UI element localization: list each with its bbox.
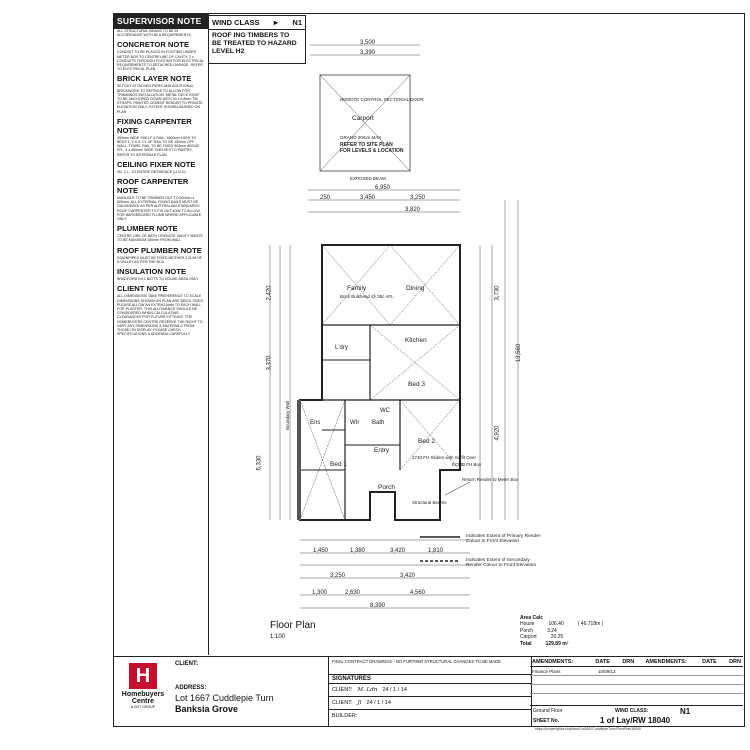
area-row-label: Total <box>520 640 532 647</box>
roof-plumber-note-text: DOWNPIPES MUST BE FIXED NEITHER 1.2L/M OF A VALLEY AS PER THE BCA <box>117 255 203 264</box>
area-squares: ( 46.718m ) <box>577 621 604 627</box>
boundary-wall-hatch <box>297 400 301 520</box>
wind-note-line3: LEVEL H2 <box>212 48 245 55</box>
client-label: CLIENT: <box>175 661 198 667</box>
area-row-label: Carport <box>520 634 537 640</box>
title-block <box>113 656 743 726</box>
address-label: ADDRESS: <box>175 685 207 691</box>
floor-plan-scale: 1:100 <box>270 634 286 640</box>
ceiling-fixer-note-title: CEILING FIXER NOTE <box>117 159 196 169</box>
levels-note: FOR LEVELS & LOCATION <box>340 148 404 154</box>
wc-label: WC <box>380 408 390 414</box>
wind-class-label: WIND CLASS <box>212 18 260 27</box>
dim-label: 1,300 <box>312 590 328 596</box>
laundry-label: L'dry <box>335 345 348 351</box>
remote-door-note: REMOTE CONTROL SECTIONAL DOOR <box>340 97 424 102</box>
client-note-title: CLIENT NOTE <box>117 284 168 294</box>
dim-label: 4,920 <box>494 425 501 441</box>
sheet-no-label: SHEET No. <box>533 718 560 724</box>
sig-date2: 24 / 1 / 14 <box>366 700 391 706</box>
amend-row: Finance Plans <box>532 668 561 674</box>
wind-note-line2: BE TREATED TO HAZARD <box>212 40 297 47</box>
roof-carpenter-note-text: MANHOLE TO BE TRIMMED OUT TO 500mm x 600mm. ALL EXTERNAL FIXING NAILS MUST BE GALVANIZED AS PER AUSTRALIAN STANDARDS. ROOF CARPENTER TO FIX OUT 400# TO ALLOW FOR BARGEBOARD FLUME WHERE APPLICABLE ONLY <box>117 196 202 222</box>
dim-label: 2,420 <box>266 285 273 301</box>
concretor-note-text: CONDUIT TO BE PLACED IN FOOTING UNDER METER BOX TO CENTRELINE OF CAVITY. 2 x CONDUITS THROUGH FOOTING FOR ELECTRICAL REQUIREMENTS TO DETACHED GARAGE, REFER TO ELECTRICAL PLAN <box>117 50 204 72</box>
footer-url: https://propertyfiles.hb/plans/Lot1667CuddlepieTurn/FloorPlan18040 <box>535 727 641 731</box>
client2-label: CLIENT: <box>332 700 353 706</box>
dim-label: 1,450 <box>313 548 329 554</box>
dim-label: 2,630 <box>345 590 361 596</box>
primary-render-note: Indicates Extent of Primary Render Colour to Front Elevation <box>466 534 541 544</box>
client-note-text: ALL DIMENSIONS TAKE PREFERENCE TO SCALE. DIMENSIONS SHOWN ON PLAN ARE BRICK SIZES. PLEASE ALLOW AN EXTRA 10mm TO EACH WALL FOR PLASTER. THIS ALLOWANCE SHOULD BE CONSIDERED WHEN CALCULATING CLEARANCES FOR FUTURE FITTINGS. THE HOMEBUYERS CENTRE RESERVE THE RIGHT TO VARY ANY DIMENSIONS & MATERIALS FROM THOSE ON DISPLAY. PLEASE CHECK SPECIFICATIONS & ADDENDA CAREFULLY <box>117 294 204 337</box>
final-contract-note: FINAL CONTRACT DRAWINGS - NO FURTHER STRUCTURAL CHANGES TO BE MADE <box>329 657 531 675</box>
meter-box-note: ECMB FH Box <box>452 462 482 467</box>
secondary-render-note: Indicates Extent of Secondary Render Colour to Front Elevation <box>466 558 537 568</box>
return-render-note: Return Render to Meter Box <box>462 477 519 482</box>
insulation-note-title: INSULATION NOTE <box>117 267 187 277</box>
ceiling-fixer-note-text: 3N. C.L. TO ENTIRE RESIDENCE (U.N.O) <box>117 169 186 174</box>
brick-layer-note-text: SETOUT ATTACHED PIERS AND ADDITIONAL BRICKWORK TO REFRIGE TO ALLOW FOR TRIMMINGS INSTALLATION. METAL DECK ROOF TO BE ANCHORED DOWN WITH 30 x 0.8mm TIE STRAPS. PAINTED CEMENT RENDER TO PRIVATE ELEVATION ONLY. EXTENT SHOWN DASHED ON PLAN <box>117 84 203 114</box>
plumber-note-title: PLUMBER NOTE <box>117 224 178 234</box>
ensuite-label: Ens <box>310 420 321 426</box>
insulation-note-text: BRADFORD R4.1 BATTS TO HOUSE AREA ONLY <box>117 277 199 282</box>
amend-header: AMENDMENTS: <box>532 658 574 665</box>
dim-label: 1,810 <box>428 548 444 554</box>
area-row-value: 20.25 <box>550 634 564 640</box>
amend-date: 10/09/13 <box>598 668 616 674</box>
signature-2: Jl <box>357 700 362 706</box>
entry-label: Entry <box>374 447 390 454</box>
dim-label: 3,730 <box>494 285 501 301</box>
dim-label: 3,250 <box>410 195 426 201</box>
sheet-number: 1 of Lay/RW 18040 <box>600 716 671 725</box>
bath-label: Bath <box>372 420 385 426</box>
amend-header-2: AMENDMENTS: <box>645 658 687 665</box>
dim-label: 3,390 <box>360 50 376 56</box>
client1-label: CLIENT: <box>332 687 353 693</box>
amend-col-date-2: DATE <box>702 658 717 665</box>
supervisor-intro: ALL STRUCTURAL BEAMS TO BE IN ACCORDANCE WITH BCA REQUIREMENTS <box>117 29 191 38</box>
signature-block <box>328 657 532 726</box>
bed2-label: Bed 2 <box>418 438 435 445</box>
amendments-block <box>530 657 743 726</box>
fixing-carpenter-note-text: 450mm WIDE SHELF & RAIL. 1800mm HIGH TO BEDS 1, 2 & 3. CL OF RAIL TO BE 150mm OFF WALL. TOWEL RAIL TO BE FIXED 900mm ABOVE FFL. 4 x 450mm WIDE SHELVES TO PANTRY. REFER TO INTERNALS PLAN <box>117 135 200 157</box>
house-outer-wall <box>300 245 460 520</box>
supervisor-note-header: SUPERVISOR NOTE <box>113 13 208 29</box>
wind-class-value-tb: N1 <box>680 707 691 716</box>
boundary-wall-note: Boundary Wall <box>285 400 290 430</box>
bed3-label: Bed 3 <box>408 381 425 388</box>
logo-text2: Centre <box>131 698 155 705</box>
area-row-label: House <box>520 621 535 627</box>
brick-layer-note-title: BRICK LAYER NOTE <box>117 74 192 84</box>
grano-note: GRANO 20mm MAX <box>340 135 382 140</box>
address-line2: Banksia Grove <box>175 704 239 714</box>
signatures-label: SIGNATURES <box>329 675 531 684</box>
area-calc-title: Area Calc <box>520 615 544 621</box>
dim-label: 6,950 <box>375 185 391 191</box>
area-row-value: 129.89 m² <box>545 640 569 647</box>
wind-class-label-tb: WIND CLASS: <box>615 708 649 714</box>
address-line1: Lot 1667 Cuddlepie Turn <box>175 693 274 703</box>
homebuyers-h-icon: H <box>129 663 157 689</box>
kitchen-label: Kitchen <box>405 337 427 344</box>
dim-label: 3,250 <box>330 573 346 579</box>
dim-label: 13,560 <box>516 343 523 363</box>
ground-floor-label: Ground Floor <box>533 708 563 714</box>
dim-label: 3,820 <box>405 207 421 213</box>
wir-label: WIr <box>350 420 360 426</box>
carport-label: Carport <box>352 115 374 122</box>
bed1-label: Bed 1 <box>330 461 347 468</box>
plumber-note-text: CENTRE LINE OF BATH / ENSUITE VANITY WASTE TO BE MAXIMUM 150mm FROM WALL <box>117 234 203 243</box>
dining-label: Dining <box>406 285 425 292</box>
homebuyers-logo <box>118 663 168 721</box>
family-label: Family <box>347 285 367 292</box>
logo-small: A DGT GROUP <box>130 705 156 709</box>
dim-label: 6,330 <box>256 455 263 471</box>
logo-text1: Homebuyers <box>121 691 165 698</box>
dim-label: 3,370 <box>266 355 273 371</box>
wind-class-value: N1 <box>292 18 302 27</box>
dim-label: 1,380 <box>350 548 366 554</box>
porch-label: Porch <box>378 484 395 491</box>
dim-label: 4,560 <box>410 590 426 596</box>
bulkhead-note: Brick Bulkhead @ 35c AFL <box>340 294 394 299</box>
area-calc <box>520 615 730 653</box>
area-row-value: 106.40 <box>548 621 564 627</box>
area-row-value: 3.24 <box>547 627 557 634</box>
concretor-note-title: CONCRETOR NOTE <box>117 40 190 50</box>
dim-label: 250 <box>320 195 331 201</box>
floor-plan-title: Floor Plan <box>270 620 316 631</box>
roof-carpenter-note-title: ROOF CARPENTER NOTE <box>117 177 189 196</box>
sig-date1: 24 / 1 / 14 <box>382 687 407 693</box>
sliders-note: 2740 FH Sliders with Suffit Over <box>412 455 476 460</box>
site-plan-note: REFER TO SITE PLAN <box>340 142 393 148</box>
amend-col-drn-2: DRN <box>729 658 741 665</box>
arrow-right-icon: ► <box>272 18 280 27</box>
exposed-beam-note: EXPOSED BEAM <box>350 176 386 181</box>
wind-note-line1: ROOF ING TIMBERS TO <box>212 32 290 39</box>
amend-col-drn: DRN <box>622 658 635 665</box>
builder-label: BUILDER: <box>332 713 358 719</box>
dim-label: 8,390 <box>370 603 386 609</box>
dim-label: 3,420 <box>400 573 416 579</box>
signature-1: M. Ldn <box>357 687 378 693</box>
amend-col-date: DATE <box>595 658 610 665</box>
dim-label: 3,450 <box>360 195 376 201</box>
dim-label: 3,500 <box>360 40 376 46</box>
roof-plumber-note-title: ROOF PLUMBER NOTE <box>117 245 202 255</box>
dim-label: 3,420 <box>390 548 406 554</box>
area-row-label: Porch <box>520 627 534 634</box>
structural-beams-note: Structural Beams <box>412 500 447 505</box>
fixing-carpenter-note-title: FIXING CARPENTER NOTE <box>117 116 192 135</box>
